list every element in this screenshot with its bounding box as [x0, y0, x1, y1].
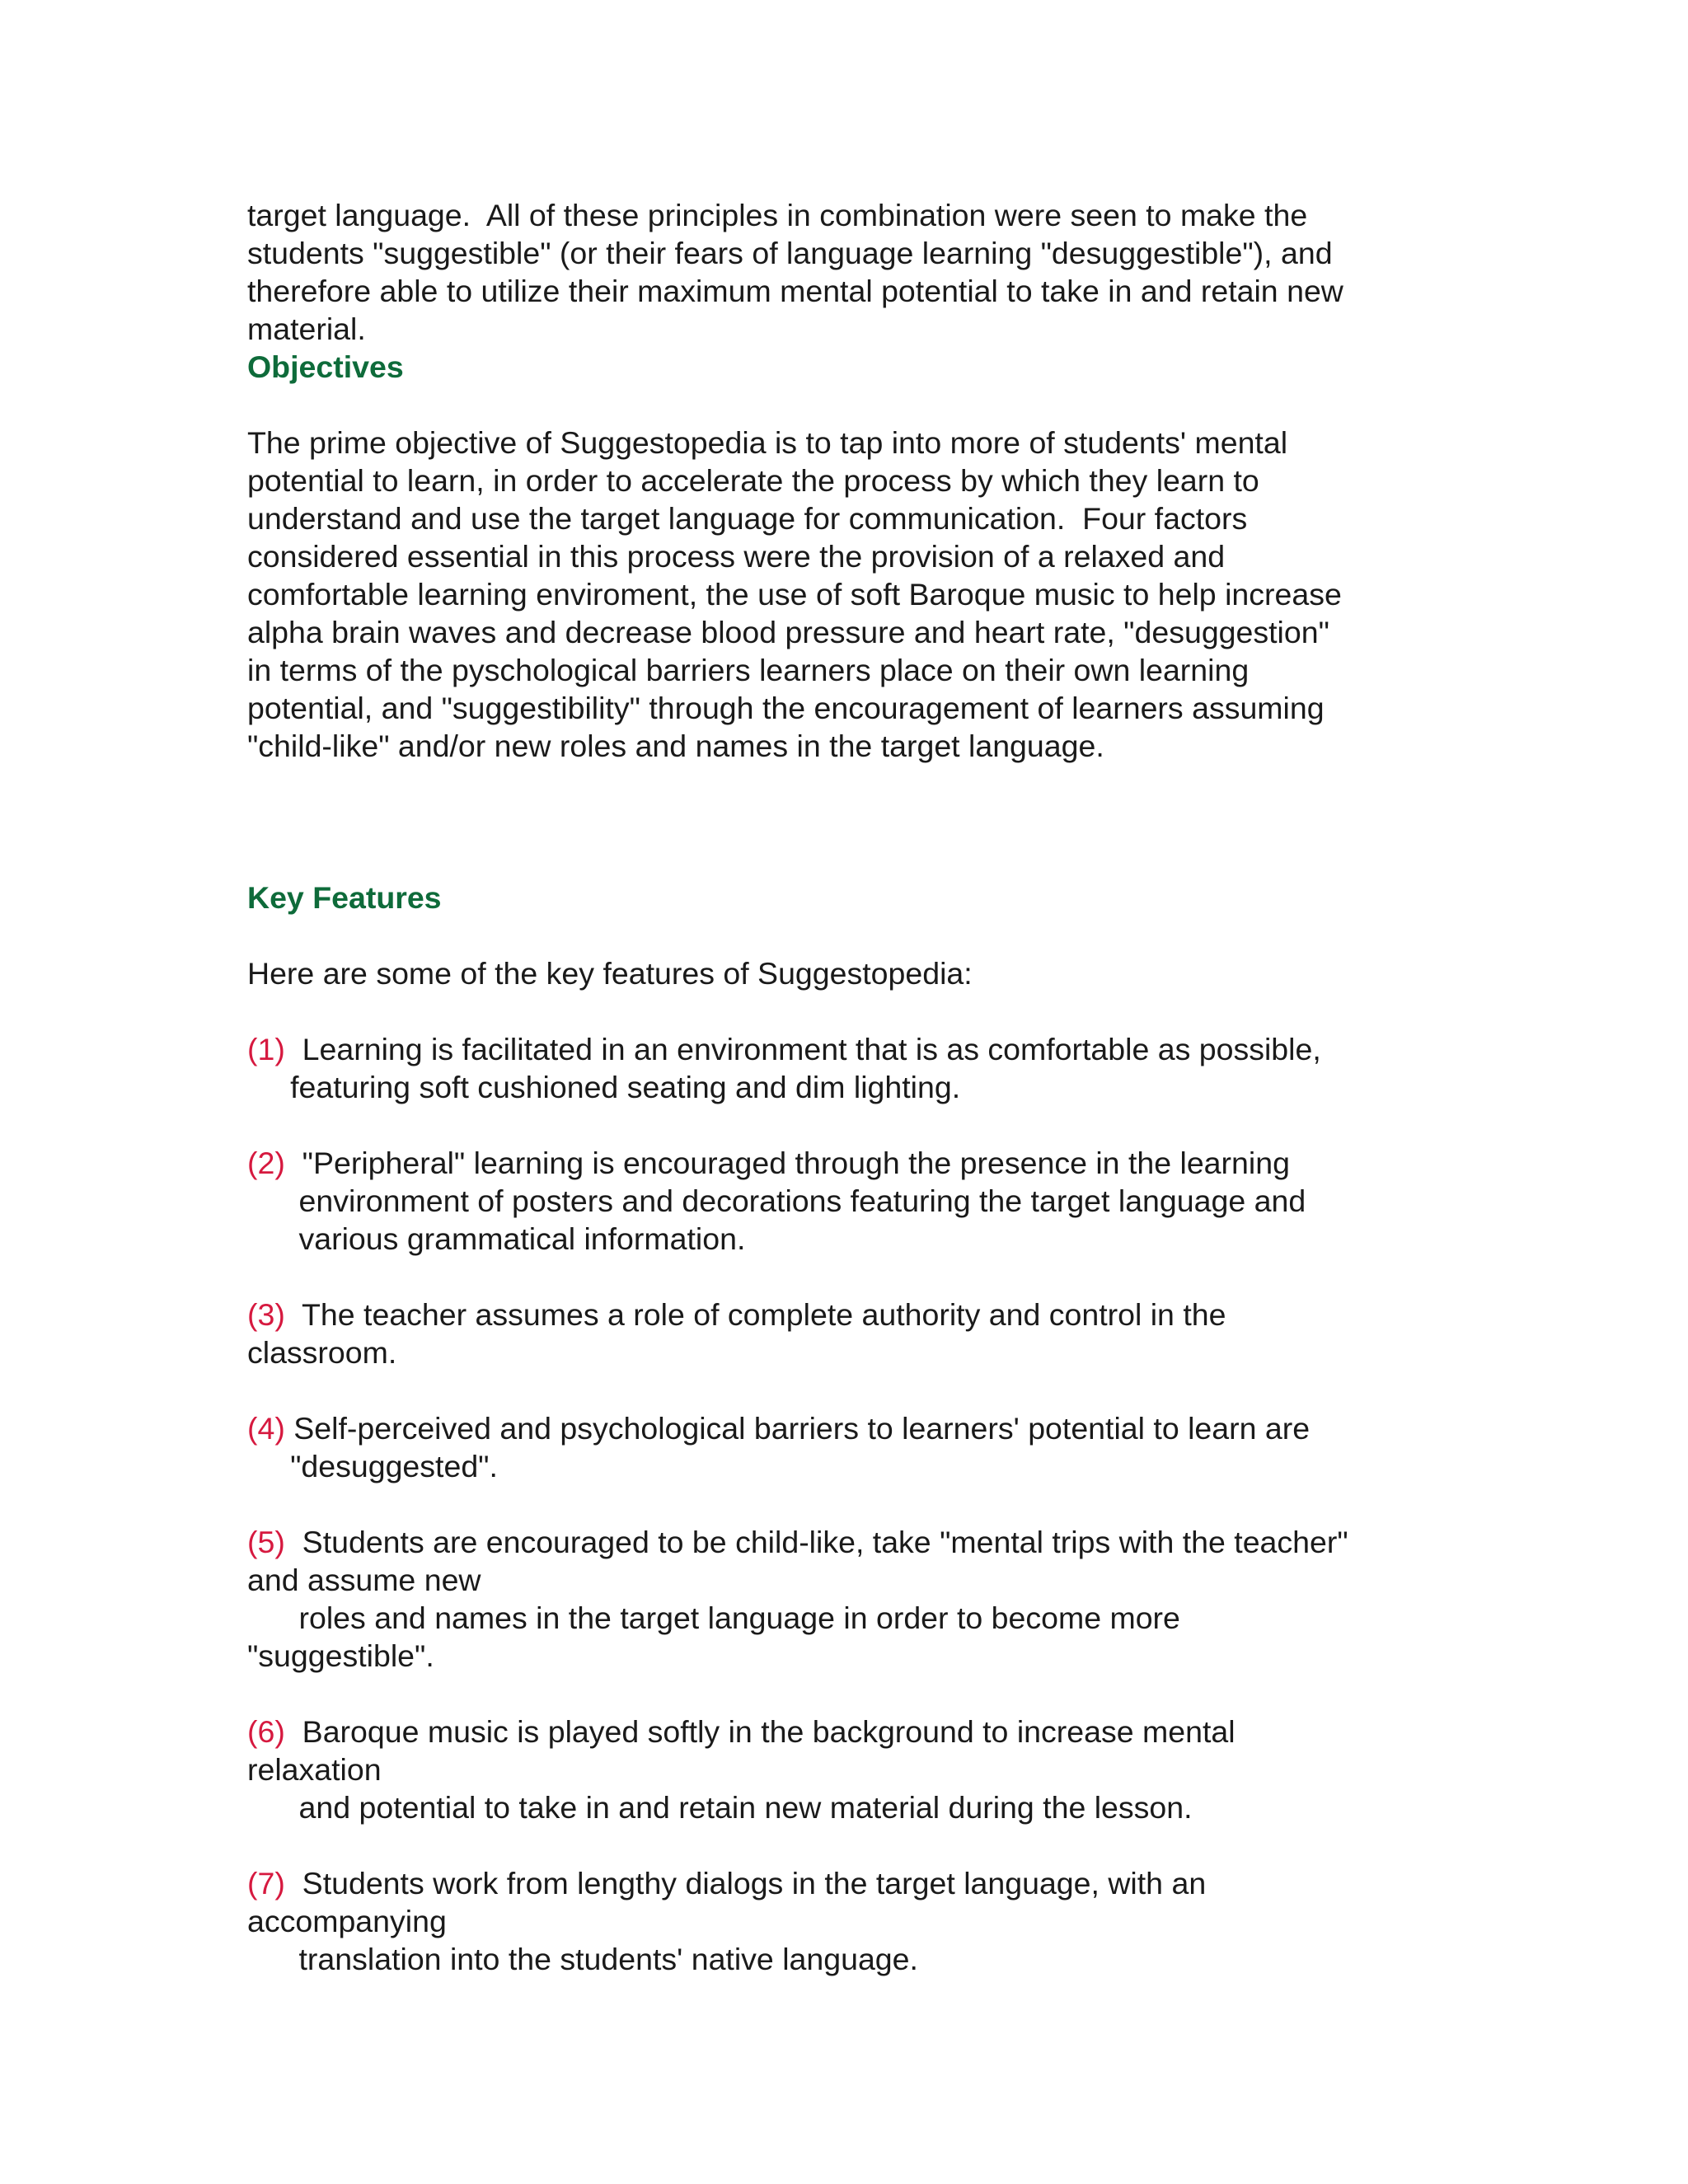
objectives-line: alpha brain waves and decrease blood pressure and heart rate, "desuggestion" — [247, 615, 1329, 649]
feature-text: The teacher assumes a role of complete authority and control in the — [284, 1297, 1226, 1332]
feature-item-2 — [247, 1144, 1451, 1258]
feature-text: roles and names in the target language in order to become more — [247, 1601, 1180, 1635]
feature-text: environment of posters and decorations featuring the target language and — [247, 1183, 1306, 1218]
objectives-line: The prime objective of Suggestopedia is to tap into more of students' mental — [247, 425, 1288, 460]
feature-text: Self-perceived and psychological barriers to learners' potential to learn are — [284, 1411, 1311, 1446]
objectives-line: comfortable learning enviroment, the use of soft Baroque music to help increase — [247, 577, 1342, 612]
intro-line: target language. All of these principles in combination were seen to make the — [247, 198, 1308, 232]
feature-text: "desuggested". — [247, 1449, 498, 1483]
feature-item-1 — [247, 1030, 1451, 1106]
feature-item-7 — [247, 1864, 1451, 1978]
key-features-heading: Key Features — [247, 880, 442, 915]
feature-text: Students are encouraged to be child-like, take "mental trips with the teacher" — [284, 1525, 1348, 1559]
feature-text: classroom. — [247, 1335, 397, 1370]
feature-number: (4) — [247, 1411, 285, 1446]
feature-number: (5) — [247, 1525, 285, 1559]
feature-text: Students work from lengthy dialogs in the target language, with an — [284, 1866, 1207, 1900]
document-page — [247, 196, 1451, 1978]
objectives-paragraph — [247, 424, 1451, 765]
intro-line: material. — [247, 312, 366, 346]
feature-item-5 — [247, 1523, 1451, 1675]
feature-number: (3) — [247, 1297, 285, 1332]
feature-text: relaxation — [247, 1752, 382, 1787]
feature-text: "Peripheral" learning is encouraged through the presence in the learning — [284, 1146, 1290, 1180]
feature-text: and assume new — [247, 1563, 481, 1597]
feature-text: accompanying — [247, 1904, 447, 1938]
objectives-line: "child-like" and/or new roles and names in the target language. — [247, 729, 1104, 763]
feature-text: Learning is facilitated in an environment that is as comfortable as possible, — [284, 1032, 1321, 1066]
feature-text: translation into the students' native language. — [247, 1942, 918, 1976]
objectives-line: potential to learn, in order to accelerate the process by which they learn to — [247, 463, 1259, 498]
feature-item-4 — [247, 1409, 1451, 1485]
objectives-line: considered essential in this process were the provision of a relaxed and — [247, 539, 1226, 574]
feature-text: "suggestible". — [247, 1638, 434, 1673]
key-features-intro: Here are some of the key features of Suggestopedia: — [247, 956, 973, 991]
objectives-line: understand and use the target language for communication. Four factors — [247, 501, 1248, 536]
feature-item-3 — [247, 1296, 1451, 1371]
intro-line: students "suggestible" (or their fears of language learning "desuggestible"), and — [247, 236, 1333, 270]
feature-item-6 — [247, 1713, 1451, 1826]
feature-number: (2) — [247, 1146, 285, 1180]
objectives-line: potential, and "suggestibility" through the encouragement of learners assuming — [247, 691, 1325, 725]
feature-text: various grammatical information. — [247, 1221, 746, 1256]
feature-number: (7) — [247, 1866, 285, 1900]
objectives-line: in terms of the pyschological barriers learners place on their own learning — [247, 653, 1250, 687]
feature-text: featuring soft cushioned seating and dim lighting. — [247, 1070, 961, 1104]
feature-text: and potential to take in and retain new material during the lesson. — [247, 1790, 1193, 1825]
intro-paragraph — [247, 196, 1451, 348]
objectives-heading: Objectives — [247, 349, 404, 384]
feature-text: Baroque music is played softly in the background to increase mental — [284, 1714, 1236, 1749]
feature-number: (1) — [247, 1032, 285, 1066]
feature-number: (6) — [247, 1714, 285, 1749]
intro-line: therefore able to utilize their maximum mental potential to take in and retain new — [247, 274, 1343, 308]
